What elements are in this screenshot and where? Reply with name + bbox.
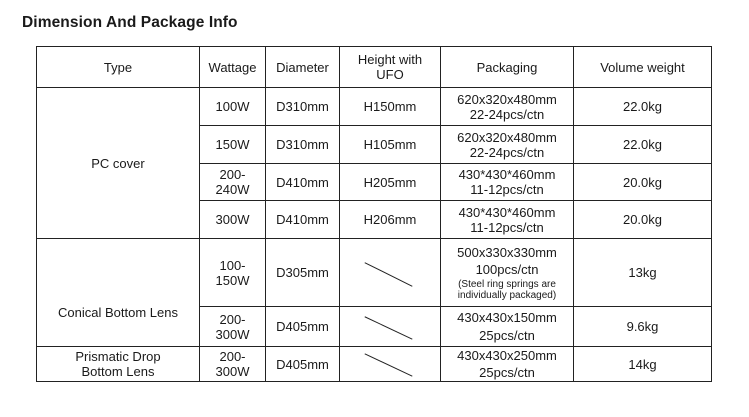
diameter-cell: D310mm — [266, 126, 340, 164]
diameter-cell: D410mm — [266, 164, 340, 201]
diameter-cell: D310mm — [266, 88, 340, 126]
packaging-quantity: 25pcs/ctn — [479, 328, 535, 343]
packaging-note: (Steel ring springs are — [458, 278, 556, 290]
diameter-cell: D410mm — [266, 201, 340, 239]
column-header-volume-weight: Volume weight — [574, 47, 712, 88]
packaging-dimensions: 430*430*460mm — [458, 167, 556, 182]
diameter-cell: D405mm — [266, 307, 340, 347]
weight-cell: 13kg — [574, 239, 712, 307]
diagonal-slash-icon — [340, 347, 440, 381]
packaging-cell — [441, 126, 574, 164]
packaging-quantity: 100pcs/ctn — [475, 261, 539, 277]
diameter-cell: D305mm — [266, 239, 340, 307]
weight-cell: 22.0kg — [574, 126, 712, 164]
weight-cell: 9.6kg — [574, 307, 712, 347]
column-header-diameter: Diameter — [266, 47, 340, 88]
packaging-dimensions: 620x320x480mm — [457, 91, 557, 107]
packaging-cell — [441, 347, 574, 382]
packaging-cell — [441, 239, 574, 307]
column-header-packaging: Packaging — [441, 47, 574, 88]
wattage-cell: 100W — [200, 88, 266, 126]
table-row — [37, 88, 712, 126]
diagonal-slash-icon — [340, 307, 440, 346]
wattage-cell: 150W — [200, 126, 266, 164]
height-cell-empty — [340, 239, 441, 307]
packaging-note: individually packaged) — [457, 289, 557, 301]
packaging-quantity: 25pcs/ctn — [479, 365, 535, 380]
packaging-dimensions: 430x430x250mm — [457, 348, 557, 363]
wattage-cell: 200- 300W — [200, 347, 266, 382]
packaging-dimensions: 430*430*460mm — [458, 204, 556, 220]
packaging-quantity: 11-12pcs/ctn — [470, 182, 544, 197]
page-title: Dimension And Package Info — [22, 14, 238, 31]
weight-cell: 20.0kg — [574, 201, 712, 239]
packaging-quantity: 11-12pcs/ctn — [470, 219, 544, 235]
packaging-cell — [441, 88, 574, 126]
type-cell: PC cover — [37, 88, 200, 239]
wattage-cell: 200- 240W — [200, 164, 266, 201]
packaging-dimensions: 620x320x480mm — [457, 129, 557, 145]
packaging-dimensions: 430x430x150mm — [457, 310, 557, 325]
weight-cell: 20.0kg — [574, 164, 712, 201]
packaging-dimensions: 500x330x330mm — [457, 244, 557, 260]
table-row — [37, 347, 712, 382]
packaging-cell — [441, 164, 574, 201]
column-header-height: Height with UFO — [340, 47, 441, 88]
wattage-cell: 100- 150W — [200, 239, 266, 307]
height-cell: H150mm — [340, 88, 441, 126]
wattage-cell: 300W — [200, 201, 266, 239]
height-cell: H105mm — [340, 126, 441, 164]
height-cell: H205mm — [340, 164, 441, 201]
height-cell-empty — [340, 307, 441, 347]
table-row — [37, 239, 712, 307]
height-cell: H206mm — [340, 201, 441, 239]
diagonal-slash-icon — [340, 239, 440, 306]
column-header-wattage: Wattage — [200, 47, 266, 88]
weight-cell: 22.0kg — [574, 88, 712, 126]
table-header-row — [37, 47, 712, 88]
wattage-cell: 200- 300W — [200, 307, 266, 347]
packaging-quantity: 22-24pcs/ctn — [469, 144, 545, 160]
packaging-cell — [441, 201, 574, 239]
weight-cell: 14kg — [574, 347, 712, 382]
diameter-cell: D405mm — [266, 347, 340, 382]
dimension-package-table — [36, 46, 712, 382]
packaging-cell — [441, 307, 574, 347]
type-cell: Prismatic Drop Bottom Lens — [37, 347, 200, 382]
column-header-type: Type — [37, 47, 200, 88]
packaging-quantity: 22-24pcs/ctn — [469, 106, 545, 122]
type-cell: Conical Bottom Lens — [37, 239, 200, 347]
height-cell-empty — [340, 347, 441, 382]
